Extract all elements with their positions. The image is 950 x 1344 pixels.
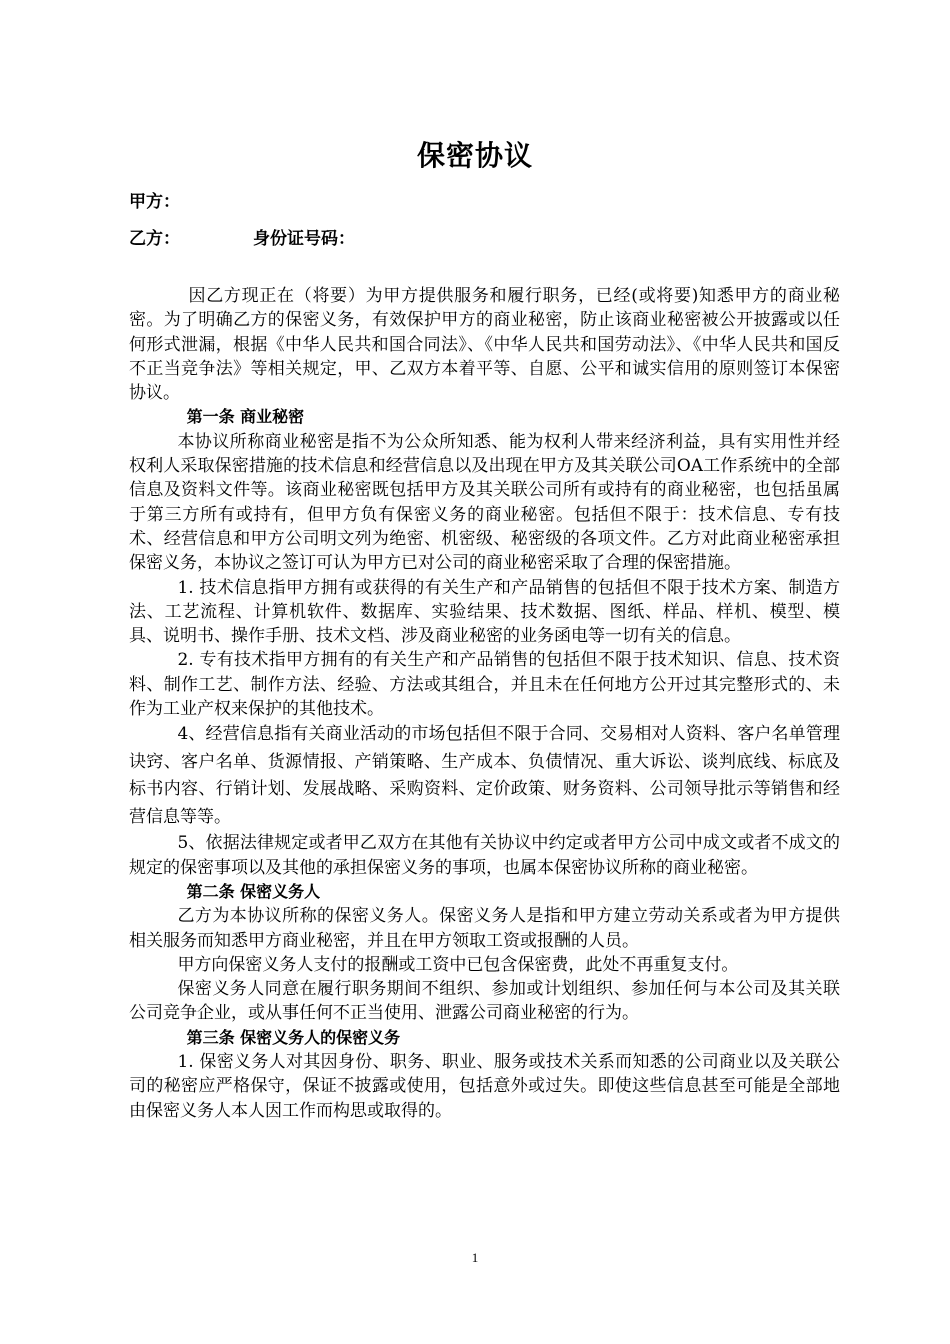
article-1-heading: 第一条 商业秘密	[186, 407, 305, 427]
article-1-item-5: 5、依据法律规定或者甲乙双方在其他有关协议中约定或者甲方公司中成文或者不成文的规定的保密事项以及其他的承担保密义务的事项，也属本保密协议所称的商业秘密。	[129, 833, 840, 878]
article-3-heading: 第三条 保密义务人的保密义务	[186, 1027, 401, 1047]
article-2-heading: 第二条 保密义务人	[186, 881, 321, 901]
article-1-item-4: 4、经营信息指有关商业活动的市场包括但不限于合同、交易相对人资料、客户名单管理诀窍、客户名单、货源情报、产销策略、生产成本、负债情况、重大诉讼、谈判底线、标底及标书内容、行销计划、发展战略、采购资料、定价政策、财务资料、公司领导批示等销售和经营信息等等。	[129, 724, 840, 827]
preamble-paragraph: 因乙方现正在（将要）为甲方提供服务和履行职务，已经(或将要)知悉甲方的商业秘密。为了明确乙方的保密义务，有效保护甲方的商业秘密，防止该商业秘密被公开披露或以任何形式泄漏，根据《中华人民共和国合同法》、《中华人民共和国劳动法》、《中华人民共和国反不正当竞争法》等相关规定，甲、乙双方本着平等、自愿、公平和诚实信用的原则签订本保密协议。	[129, 286, 840, 404]
party-a-label: 甲方：	[129, 192, 180, 212]
party-b-line	[129, 227, 355, 251]
agreement-body	[129, 284, 840, 1123]
id-number-label: 身份证号码：	[253, 229, 355, 249]
party-b-label: 乙方：	[129, 229, 180, 249]
document-title: 保密协议	[416, 139, 533, 172]
article-1-item-2: 2. 专有技术指甲方拥有的有关生产和产品销售的包括但不限于技术知识、信息、技术资料、制作工艺、制作方法、经验、方法或其组合，并且未在任何地方公开过其完整形式的、未作为工业产权来保护的其他技术。	[129, 650, 840, 720]
article-2-paragraph-1: 乙方为本协议所称的保密义务人。保密义务人是指和甲方建立劳动关系或者为甲方提供相关服务而知悉甲方商业秘密，并且在甲方领取工资或报酬的人员。	[129, 906, 840, 951]
article-1-item-1: 1. 技术信息指甲方拥有或获得的有关生产和产品销售的包括但不限于技术方案、制造方法、工艺流程、计算机软件、数据库、实验结果、技术数据、图纸、样品、样机、模型、模具、说明书、操作手册、技术文档、涉及商业秘密的业务函电等一切有关的信息。	[129, 577, 840, 647]
article-3-item-1: 1. 保密义务人对其因身份、职务、职业、服务或技术关系而知悉的公司商业以及关联公司的秘密应严格保守，保证不披露或使用，包括意外或过失。即使这些信息甚至可能是全部地由保密义务人本人因工作而构思或取得的。	[129, 1052, 840, 1121]
article-2-paragraph-3: 保密义务人同意在履行职务期间不组织、参加或计划组织、参加任何与本公司及其关联公司竞争企业，或从事任何不正当使用、泄露公司商业秘密的行为。	[129, 979, 840, 1024]
article-1-definition-paragraph: 本协议所称商业秘密是指不为公众所知悉、能为权利人带来经济利益，具有实用性并经权利人采取保密措施的技术信息和经营信息以及出现在甲方及其关联公司OA工作系统中的全部信息及资料文件等。该商业秘密既包括甲方及其关联公司所有或持有的商业秘密，也包括虽属于第三方所有或持有，但甲方负有保密义务的商业秘密。包括但不限于：技术信息、专有技术、经营信息和甲方公司明文列为绝密、机密级、秘密级的各项文件。乙方对此商业秘密承担保密义务，本协议之签订可认为甲方已对公司的商业秘密采取了合理的保密措施。	[129, 431, 840, 574]
article-2-paragraph-2: 甲方向保密义务人支付的报酬或工资中已包含保密费，此处不再重复支付。	[177, 954, 739, 975]
party-a-line	[129, 190, 180, 214]
page-number: 1	[471, 1250, 479, 1265]
